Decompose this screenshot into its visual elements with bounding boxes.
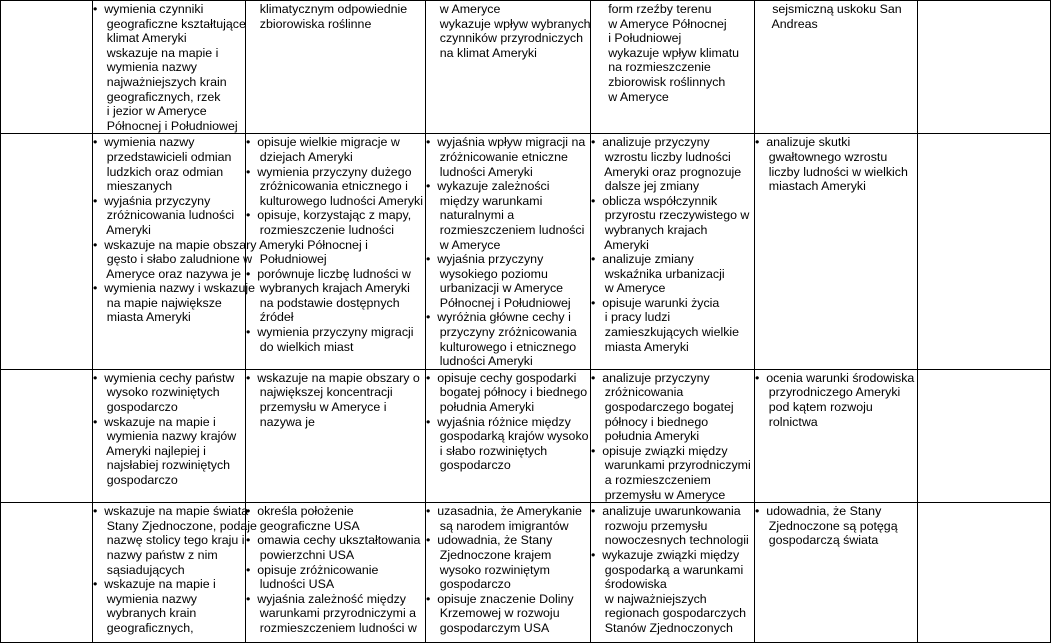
table-cell <box>918 503 1051 643</box>
cell-text: • wskazuje na mapie świata Stany Zjednoczone, podaje nazwę stolicy tego kraju i nazwy państw z nim sąsiadujących • wskazuje na mapie i wymienia nazwy wybranych krain geograficznych, <box>93 504 257 635</box>
cell-text: • analizuje uwarunkowania rozwoju przemysłu nowoczesnych technologii • wykazuje związki między gospodarką a warunkami środowiska w najważniejszych regionach gospodarczych Stanów Zjednoczonych <box>591 504 749 635</box>
table-cell <box>918 134 1051 370</box>
table-cell <box>591 1 755 134</box>
cell-text: klimatycznym odpowiednie zbiorowiska roślinne <box>259 2 408 31</box>
cell-text: • wymienia cechy państw wysoko rozwiniętych gospodarczo • wskazuje na mapie i wymienia nazwy krajów Ameryki najlepiej i najsłabiej rozwiniętych gospodarczo <box>93 370 237 487</box>
table-cell <box>918 369 1051 502</box>
table-cell <box>246 369 426 502</box>
table-cell <box>591 134 755 370</box>
cell-text: • wymienia czynniki geograficzne kształtujące klimat Ameryki wskazuje na mapie i wymienia nazwy najważniejszych krain geograficznych, rzek i jezior w Ameryce Północnej i Południowej <box>93 2 246 133</box>
table-cell <box>426 369 591 502</box>
row-label-cell <box>1 503 93 643</box>
table-cell <box>93 1 246 134</box>
table-cell <box>591 503 755 643</box>
cell-text: • udowadnia, że Stany Zjednoczone są potęgą gospodarczą świata <box>755 504 898 548</box>
table-cell <box>591 369 755 502</box>
cell-text: • opisuje wielkie migracje w dziejach Ameryki • wymienia przyczyny dużego zróżnicowania etnicznego i kulturowego ludności Ameryki • opisuje, korzystając z mapy, rozmieszczenie ludności Ameryki Północnej i Południowej • porównuje liczbę ludności w wybranych krajach Ameryki na podstawie dostępnych źródeł • wymienia przyczyny migracji do wielkich miast <box>246 135 423 354</box>
table-cell <box>426 1 591 134</box>
table-cell <box>755 134 918 370</box>
table-row <box>1 134 1051 370</box>
cell-text: • uzasadnia, że Amerykanie są narodem imigrantów • udowadnia, że Stany Zjednoczone krajem wysoko rozwiniętym gospodarczo • opisuje znaczenie Doliny Krzemowej w rozwoju gospodarczym USA <box>426 504 582 635</box>
cell-text: • opisuje cechy gospodarki bogatej północy i biednego południa Ameryki • wyjaśnia różnice między gospodarką krajów wysoko i słabo rozwiniętych gospodarczo <box>426 370 589 473</box>
cell-text: • analizuje przyczyny wzrostu liczby ludności Ameryki oraz prognozuje dalsze jej zmiany • oblicza współczynnik przyrostu rzeczywistego w wybranych krajach Ameryki • analizuje zmiany wskaźnika urbanizacji w Ameryce • opisuje warunki życia i pracy ludzi zamieszkujących wielkie miasta Ameryki <box>591 135 750 354</box>
row-label-cell <box>1 1 93 134</box>
cell-text: form rzeźby terenu w Ameryce Północnej i Południowej wykazuje wpływ klimatu na rozmieszczenie zbiorowisk roślinnych w Ameryce <box>608 2 740 104</box>
row-label-cell <box>1 134 93 370</box>
cell-text: w Ameryce wykazuje wpływ wybranych czynników przyrodniczych na klimat Ameryki <box>439 2 591 60</box>
cell-text: • wymienia nazwy przedstawicieli odmian ludzkich oraz odmian mieszanych • wyjaśnia przyczyny zróżnicowania ludności Ameryki • wskazuje na mapie obszary gęsto i słabo zaludnione w Ameryce oraz nazywa je • wymienia nazwy i wskazuje na mapie największe miasta Ameryki <box>93 135 257 325</box>
cell-text: sejsmiczną uskoku San Andreas <box>771 2 902 31</box>
table-cell <box>755 503 918 643</box>
table-cell <box>426 503 591 643</box>
table-cell <box>918 1 1051 134</box>
cell-text: • wyjaśnia wpływ migracji na zróżnicowanie etniczne ludności Ameryki • wykazuje zależności między warunkami naturalnymi a rozmieszczeniem ludności w Ameryce • wyjaśnia przyczyny wysokiego poziomu urbanizacji w Ameryce Północnej i Południowej • wyróżnia główne cechy i przyczyny zróżnicowania kulturowego i etnicznego ludności Ameryki <box>426 135 586 369</box>
cell-text: • określa położenie geograficzne USA • omawia cechy ukształtowania powierzchni USA • opisuje zróżnicowanie ludności USA • wyjaśnia zależność między warunkami przyrodniczymi a rozmieszczeniem ludności w <box>246 504 421 635</box>
cell-text: • wskazuje na mapie obszary o największej koncentracji przemysłu w Ameryce i nazywa je <box>246 370 420 429</box>
table-row <box>1 369 1051 502</box>
table-cell <box>755 369 918 502</box>
table-cell <box>755 1 918 134</box>
table-cell <box>426 134 591 370</box>
table-cell <box>93 503 257 643</box>
cell-text: • ocenia warunki środowiska przyrodniczego Ameryki pod kątem rozwoju rolnictwa <box>755 370 915 429</box>
table-cell <box>93 369 246 502</box>
table-row <box>1 1 1051 134</box>
cell-text: • analizuje przyczyny zróżnicowania gospodarczego bogatej północy i biednego południa Ameryki • opisuje związki między warunkami przyrodniczymi a rozmieszczeniem przemysłu w Ameryce <box>591 370 751 502</box>
table-cell <box>246 503 426 643</box>
table-cell <box>246 134 426 370</box>
table-row <box>1 503 1051 643</box>
table-cell <box>246 1 426 134</box>
table-cell <box>93 134 257 370</box>
row-label-cell <box>1 369 93 502</box>
cell-text: • analizuje skutki gwałtownego wzrostu liczby ludności w wielkich miastach Ameryki <box>755 135 908 194</box>
